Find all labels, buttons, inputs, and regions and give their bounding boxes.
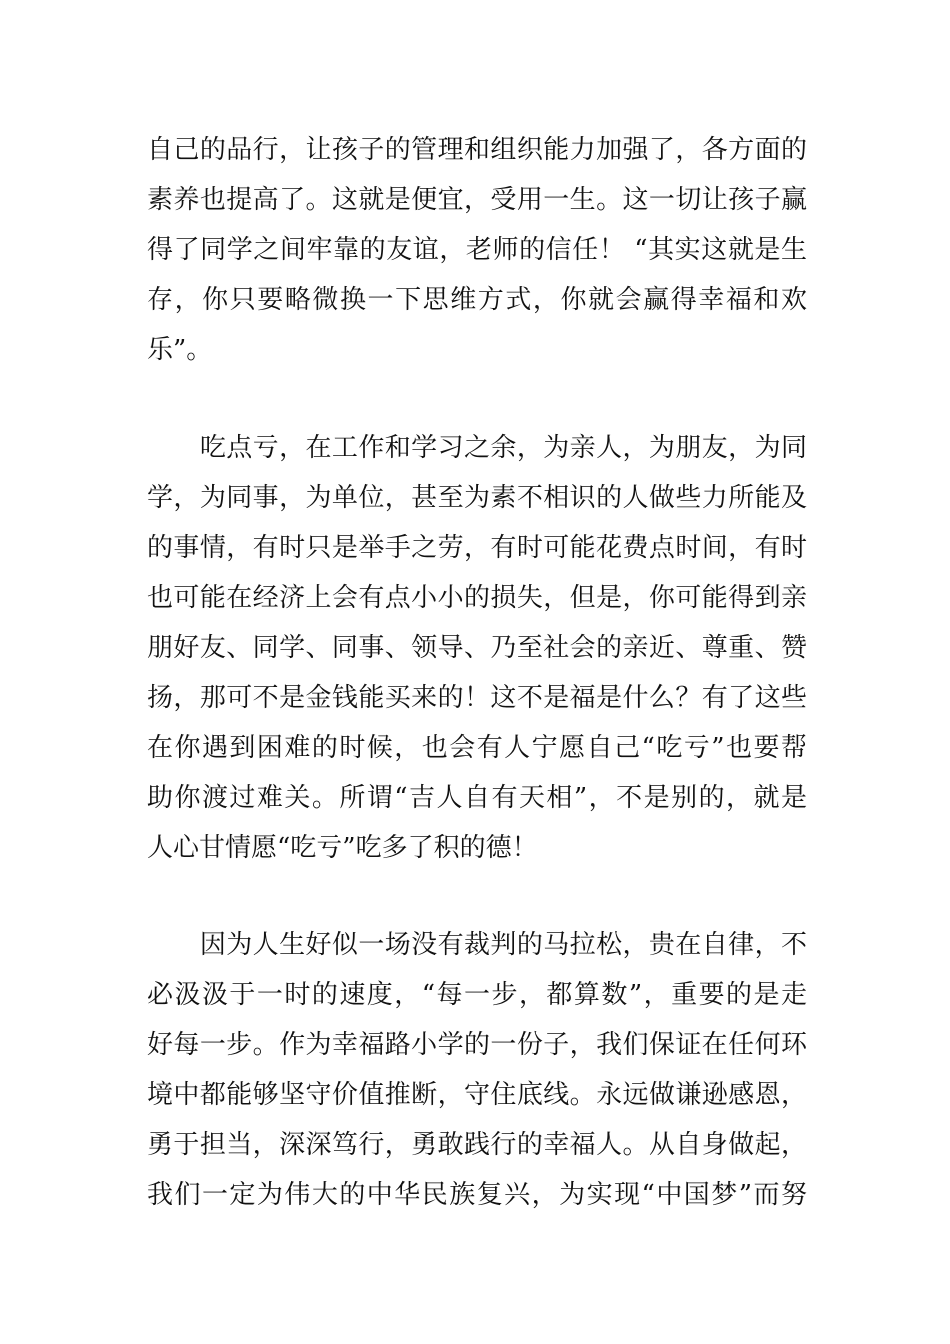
paragraph-line: 吃点亏，在工作和学习之余，为亲人，为朋友，为同	[147, 433, 807, 463]
paragraph-line: 素养也提高了。这就是便宜，受用一生。这一切让孩子赢	[147, 185, 807, 215]
paragraph-line: 乐”。	[147, 335, 213, 365]
paragraph-line: 自己的品行，让孩子的管理和组织能力加强了，各方面的	[147, 135, 807, 165]
paragraph-line: 人心甘情愿“吃亏”吃多了积的德！	[147, 833, 538, 863]
paragraph-3	[147, 920, 807, 1220]
paragraph-line: 扬，那可不是金钱能买来的！这不是福是什么？有了这些	[147, 683, 807, 713]
paragraph-line: 我们一定为伟大的中华民族复兴，为实现“中国梦”而努	[147, 1180, 807, 1210]
paragraph-line: 也可能在经济上会有点小小的损失，但是，你可能得到亲	[147, 583, 807, 613]
paragraph-line: 朋好友、同学、同事、领导、乃至社会的亲近、尊重、赞	[147, 633, 807, 663]
paragraph-1	[147, 125, 807, 375]
paragraph-line: 得了同学之间牢靠的友谊，老师的信任！ “其实这就是生	[147, 235, 807, 265]
paragraph-line: 在你遇到困难的时候，也会有人宁愿自己“吃亏”也要帮	[147, 733, 807, 763]
paragraph-line: 好每一步。作为幸福路小学的一份子，我们保证在任何环	[147, 1030, 807, 1060]
paragraph-line: 的事情，有时只是举手之劳，有时可能花费点时间，有时	[147, 533, 807, 563]
paragraph-2	[147, 423, 807, 873]
paragraph-line: 境中都能够坚守价值推断，守住底线。永远做谦逊感恩，	[147, 1080, 807, 1110]
paragraph-line: 助你渡过难关。所谓“吉人自有天相”，不是别的，就是	[147, 783, 807, 813]
paragraph-line: 存，你只要略微换一下思维方式，你就会赢得幸福和欢	[147, 285, 807, 315]
paragraph-line: 必汲汲于一时的速度，“每一步，都算数”，重要的是走	[147, 980, 807, 1010]
paragraph-line: 勇于担当，深深笃行，勇敢践行的幸福人。从自身做起，	[147, 1130, 807, 1160]
paragraph-line: 学，为同事，为单位，甚至为素不相识的人做些力所能及	[147, 483, 807, 513]
paragraph-line: 因为人生好似一场没有裁判的马拉松，贵在自律，不	[147, 930, 807, 960]
